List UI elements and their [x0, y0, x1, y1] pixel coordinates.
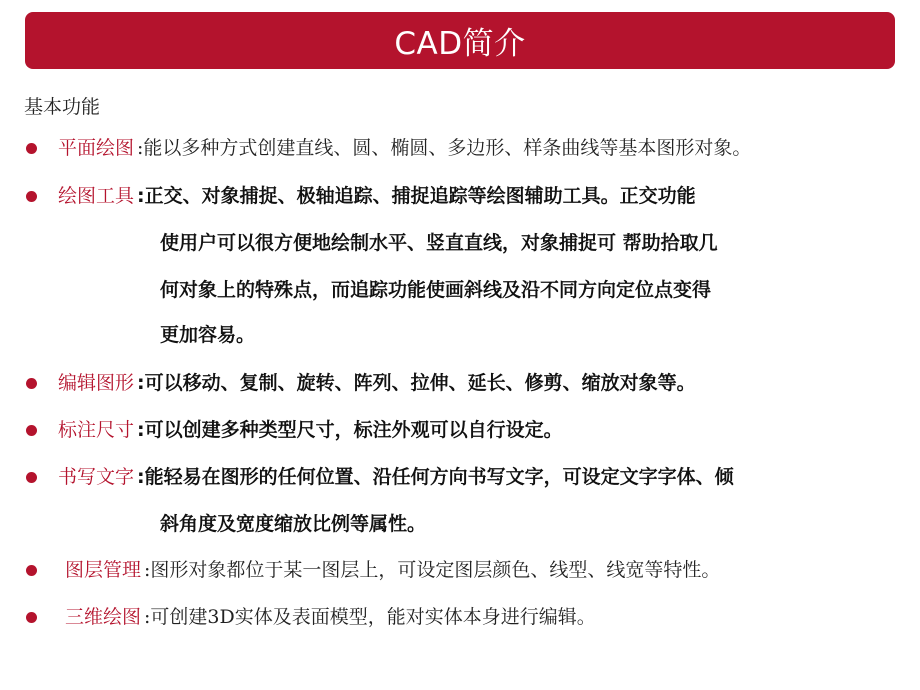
- item-label: 三维绘图: [65, 606, 142, 628]
- slide-title: CAD简介: [394, 26, 526, 62]
- item-label: 绘图工具: [58, 185, 135, 207]
- bullet-dot-icon: [26, 612, 37, 623]
- bullet-dot-icon: [26, 425, 37, 436]
- item-label: 书写文字: [58, 466, 135, 488]
- item-text: :可创建3D实体及表面模型，能对实体本身进行编辑。: [144, 606, 596, 628]
- item-text: :图形对象都位于某一图层上，可设定图层颜色、线型、线宽等特性。: [144, 559, 721, 581]
- title-banner: [25, 12, 895, 69]
- bullet-dot-icon: [26, 378, 37, 389]
- item-label: 图层管理: [65, 559, 142, 581]
- bullet-dot-icon: [26, 472, 37, 483]
- section-heading: 基本功能: [24, 96, 101, 118]
- item-continuation: 斜角度及宽度缩放比例等属性。: [160, 513, 427, 535]
- item-continuation: 更加容易。: [160, 324, 256, 346]
- item-label: 平面绘图: [58, 137, 135, 159]
- bullet-dot-icon: [26, 191, 37, 202]
- item-text: :能轻易在图形的任何位置、沿任何方向书写文字，可设定文字字体、倾: [137, 466, 734, 488]
- item-text: :可以创建多种类型尺寸，标注外观可以自行设定。: [137, 419, 563, 441]
- item-text: :能以多种方式创建直线、圆、椭圆、多边形、样条曲线等基本图形对象。: [137, 137, 752, 159]
- item-continuation: 何对象上的特殊点，而追踪功能使画斜线及沿不同方向定位点变得: [160, 279, 712, 301]
- item-continuation: 使用户可以很方便地绘制水平、竖直直线，对象捕捉可 帮助拾取几: [160, 232, 718, 254]
- item-text: :正交、对象捕捉、极轴追踪、捕捉追踪等绘图辅助工具。正交功能: [137, 185, 696, 207]
- item-label: 编辑图形: [58, 372, 135, 394]
- item-label: 标注尺寸: [58, 419, 135, 441]
- item-text: :可以移动、复制、旋转、阵列、拉伸、延长、修剪、缩放对象等。: [137, 372, 696, 394]
- bullet-dot-icon: [26, 565, 37, 576]
- bullet-dot-icon: [26, 143, 37, 154]
